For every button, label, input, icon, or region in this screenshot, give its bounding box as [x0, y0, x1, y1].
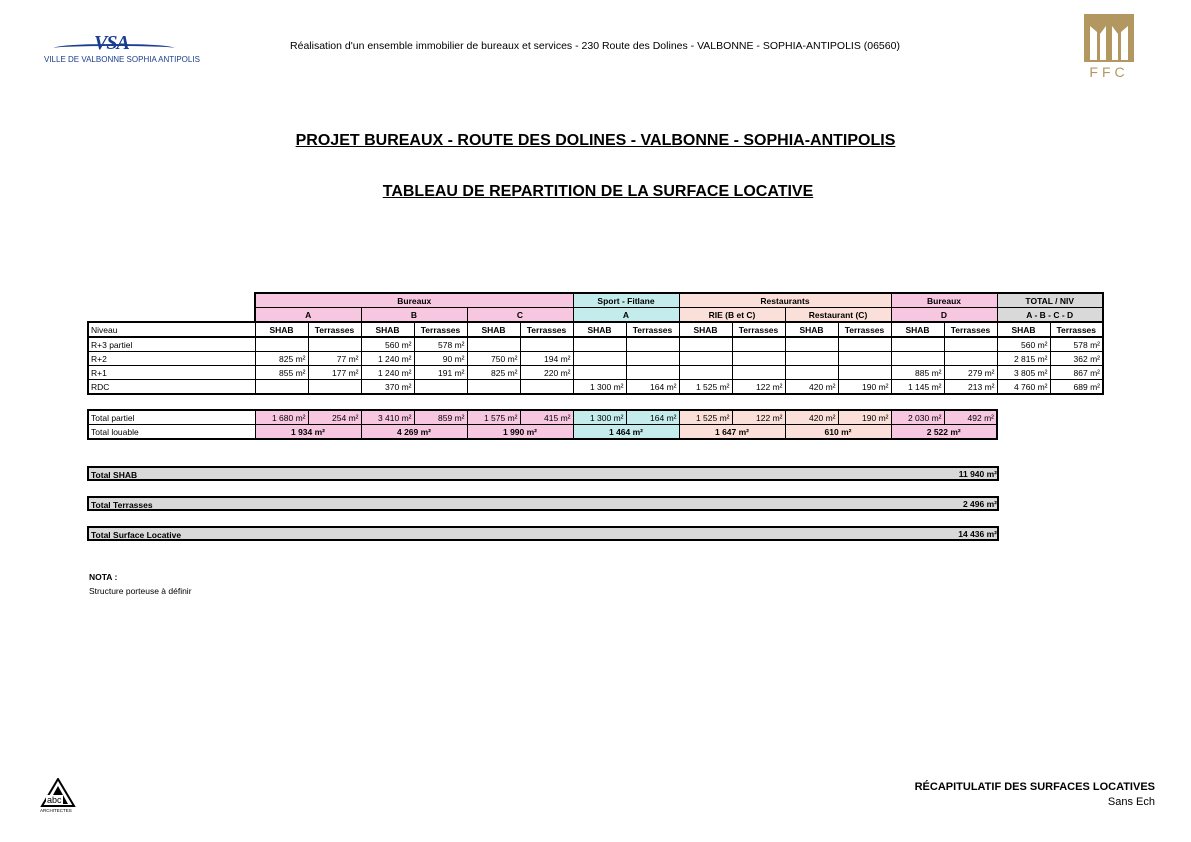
total-shab-bar: [87, 466, 999, 481]
table-cell: 164 m²: [626, 380, 679, 395]
subgroup-header: A - B - C - D: [997, 308, 1103, 323]
total-partiel-cell: 164 m²: [626, 410, 679, 425]
table-cell: 578 m²: [414, 337, 467, 352]
table-cell: 77 m²: [308, 352, 361, 366]
shab-header: SHAB: [997, 322, 1050, 337]
table-cell: 867 m²: [1050, 366, 1103, 380]
group-header: Sport - Fitlane: [573, 293, 679, 308]
terrasses-header: Terrasses: [1050, 322, 1103, 337]
ffc-logo-text: FFC: [1089, 64, 1129, 80]
table-cell: 1 145 m²: [891, 380, 944, 395]
group-header: TOTAL / NIV: [997, 293, 1103, 308]
total-partiel-cell: 415 m²: [520, 410, 573, 425]
group-header: Bureaux: [255, 293, 573, 308]
table-cell: [944, 352, 997, 366]
table-row: [88, 366, 1103, 380]
header-project-description: Réalisation d'un ensemble immobilier de bureaux et services - 230 Route des Dolines - VALBONNE - SOPHIA-ANTIPOLIS (06560): [290, 40, 900, 52]
subgroup-header: A: [255, 308, 361, 323]
total-partiel-cell: 3 410 m²: [361, 410, 414, 425]
table-cell: 362 m²: [1050, 352, 1103, 366]
table-cell: 825 m²: [467, 366, 520, 380]
shab-header: SHAB: [679, 322, 732, 337]
niveau-header: Niveau: [88, 322, 255, 337]
partial-totals-table: [87, 409, 998, 440]
table-cell: [785, 337, 838, 352]
group-header: Restaurants: [679, 293, 891, 308]
table-cell: 855 m²: [255, 366, 308, 380]
table-cell: [679, 337, 732, 352]
table-cell: 1 240 m²: [361, 366, 414, 380]
row-level-label: RDC: [88, 380, 255, 395]
shab-header: SHAB: [467, 322, 520, 337]
table-cell: [255, 337, 308, 352]
ffc-logo-icon: [1084, 14, 1134, 62]
table-cell: [785, 366, 838, 380]
table-cell: 122 m²: [732, 380, 785, 395]
ffc-logo: [1084, 14, 1134, 80]
table-cell: 190 m²: [838, 380, 891, 395]
table-cell: 560 m²: [997, 337, 1050, 352]
table-cell: 420 m²: [785, 380, 838, 395]
table-cell: [838, 352, 891, 366]
table-subgroup-row: [88, 308, 1103, 323]
table-cell: 689 m²: [1050, 380, 1103, 395]
table-cell: [626, 352, 679, 366]
table-cell: [944, 337, 997, 352]
shab-header: SHAB: [573, 322, 626, 337]
total-louable-row: [88, 425, 997, 440]
table-cell: 90 m²: [414, 352, 467, 366]
total-partiel-cell: 2 030 m²: [891, 410, 944, 425]
total-louable-cell: 1 647 m²: [679, 425, 785, 440]
table-cell: 213 m²: [944, 380, 997, 395]
shab-header: SHAB: [785, 322, 838, 337]
total-partiel-cell: 492 m²: [944, 410, 997, 425]
table-cell: [732, 352, 785, 366]
table-cell: 2 815 m²: [997, 352, 1050, 366]
table-cell: [679, 366, 732, 380]
total-terrasses-bar: [87, 496, 999, 511]
table-cell: 825 m²: [255, 352, 308, 366]
shab-header: SHAB: [891, 322, 944, 337]
table-cell: [467, 337, 520, 352]
footer-title: RÉCAPITULATIF DES SURFACES LOCATIVES: [914, 781, 1155, 793]
table-cell: 3 805 m²: [997, 366, 1050, 380]
terrasses-header: Terrasses: [626, 322, 679, 337]
total-partiel-cell: 859 m²: [414, 410, 467, 425]
subgroup-header: Restaurant (C): [785, 308, 891, 323]
table-cell: [732, 337, 785, 352]
table-cell: [573, 366, 626, 380]
table-cell: [732, 366, 785, 380]
table-cell: 1 525 m²: [679, 380, 732, 395]
table-cell: 560 m²: [361, 337, 414, 352]
table-cell: [573, 337, 626, 352]
table-cell: [838, 337, 891, 352]
subgroup-header: RIE (B et C): [679, 308, 785, 323]
row-level-label: R+3 partiel: [88, 337, 255, 352]
table-cell: 279 m²: [944, 366, 997, 380]
table-cell: [308, 380, 361, 395]
nota-label: NOTA :: [89, 572, 118, 582]
vsa-logo: [44, 28, 200, 68]
table-cell: [467, 380, 520, 395]
terrasses-header: Terrasses: [732, 322, 785, 337]
table-cell: [626, 337, 679, 352]
table-cell: 177 m²: [308, 366, 361, 380]
total-shab-label: Total SHAB: [91, 470, 138, 480]
table-cell: [520, 380, 573, 395]
vsa-logo-text: VILLE DE VALBONNE SOPHIA ANTIPOLIS: [44, 55, 200, 64]
table-cell: [255, 380, 308, 395]
table-cell: [679, 352, 732, 366]
shab-header: SHAB: [255, 322, 308, 337]
table-cell: 220 m²: [520, 366, 573, 380]
table-cell: [626, 366, 679, 380]
table-cell: 191 m²: [414, 366, 467, 380]
table-cell: [838, 366, 891, 380]
terrasses-header: Terrasses: [944, 322, 997, 337]
terrasses-header: Terrasses: [838, 322, 891, 337]
table-cell: [891, 352, 944, 366]
total-louable-cell: 610 m²: [785, 425, 891, 440]
table-cell: 4 760 m²: [997, 380, 1050, 395]
total-partiel-row: [88, 410, 997, 425]
total-partiel-cell: 420 m²: [785, 410, 838, 425]
page-title: PROJET BUREAUX - ROUTE DES DOLINES - VALBONNE - SOPHIA-ANTIPOLIS: [295, 132, 896, 149]
terrasses-header: Terrasses: [308, 322, 361, 337]
page-subtitle: TABLEAU DE REPARTITION DE LA SURFACE LOCATIVE: [382, 183, 814, 200]
total-partiel-cell: 1 525 m²: [679, 410, 732, 425]
total-partiel-label: Total partiel: [88, 410, 255, 425]
footer-scale: Sans Ech: [1107, 796, 1155, 808]
table-cell: 1 240 m²: [361, 352, 414, 366]
total-partiel-cell: 1 680 m²: [255, 410, 308, 425]
total-partiel-cell: 122 m²: [732, 410, 785, 425]
abc-logo-sub: ARCHITECTES: [40, 808, 72, 813]
table-cell: [414, 380, 467, 395]
table-cell: [785, 352, 838, 366]
table-cell: [308, 337, 361, 352]
abc-logo-text: abc: [47, 795, 62, 805]
total-partiel-cell: 254 m²: [308, 410, 361, 425]
subgroup-header: A: [573, 308, 679, 323]
table-column-header-row: [88, 322, 1103, 337]
total-terrasses-value: 2 496 m²: [962, 499, 997, 509]
logo-swoosh: [54, 44, 174, 52]
total-partiel-cell: 190 m²: [838, 410, 891, 425]
table-row: [88, 380, 1103, 395]
subgroup-header: B: [361, 308, 467, 323]
total-surface-label: Total Surface Locative: [91, 530, 182, 540]
table-row: [88, 337, 1103, 352]
total-louable-cell: 1 464 m²: [573, 425, 679, 440]
table-cell: 194 m²: [520, 352, 573, 366]
table-group-row: [88, 293, 1103, 308]
row-level-label: R+2: [88, 352, 255, 366]
total-terrasses-label: Total Terrasses: [91, 500, 153, 510]
subgroup-header: D: [891, 308, 997, 323]
terrasses-header: Terrasses: [414, 322, 467, 337]
table-cell: 370 m²: [361, 380, 414, 395]
total-louable-cell: 4 269 m²: [361, 425, 467, 440]
abc-logo: [38, 778, 78, 818]
total-shab-value: 11 940 m²: [958, 469, 997, 479]
table-cell: 885 m²: [891, 366, 944, 380]
total-louable-cell: 2 522 m²: [891, 425, 997, 440]
shab-header: SHAB: [361, 322, 414, 337]
nota-text: Structure porteuse à définir: [89, 586, 192, 596]
table-cell: [573, 352, 626, 366]
total-surface-bar: [87, 526, 999, 541]
total-louable-cell: 1 990 m²: [467, 425, 573, 440]
table-row: [88, 352, 1103, 366]
subgroup-header: C: [467, 308, 573, 323]
table-cell: 1 300 m²: [573, 380, 626, 395]
table-cell: [520, 337, 573, 352]
table-cell: 578 m²: [1050, 337, 1103, 352]
total-louable-cell: 1 934 m²: [255, 425, 361, 440]
total-partiel-cell: 1 300 m²: [573, 410, 626, 425]
total-louable-label: Total louable: [88, 425, 255, 440]
table-cell: 750 m²: [467, 352, 520, 366]
row-level-label: R+1: [88, 366, 255, 380]
surface-table: [87, 292, 1104, 395]
group-header: Bureaux: [891, 293, 997, 308]
table-cell: [891, 337, 944, 352]
total-partiel-cell: 1 575 m²: [467, 410, 520, 425]
vsa-logo-mark: VSA: [94, 32, 129, 54]
total-surface-value: 14 436 m²: [958, 529, 997, 539]
terrasses-header: Terrasses: [520, 322, 573, 337]
